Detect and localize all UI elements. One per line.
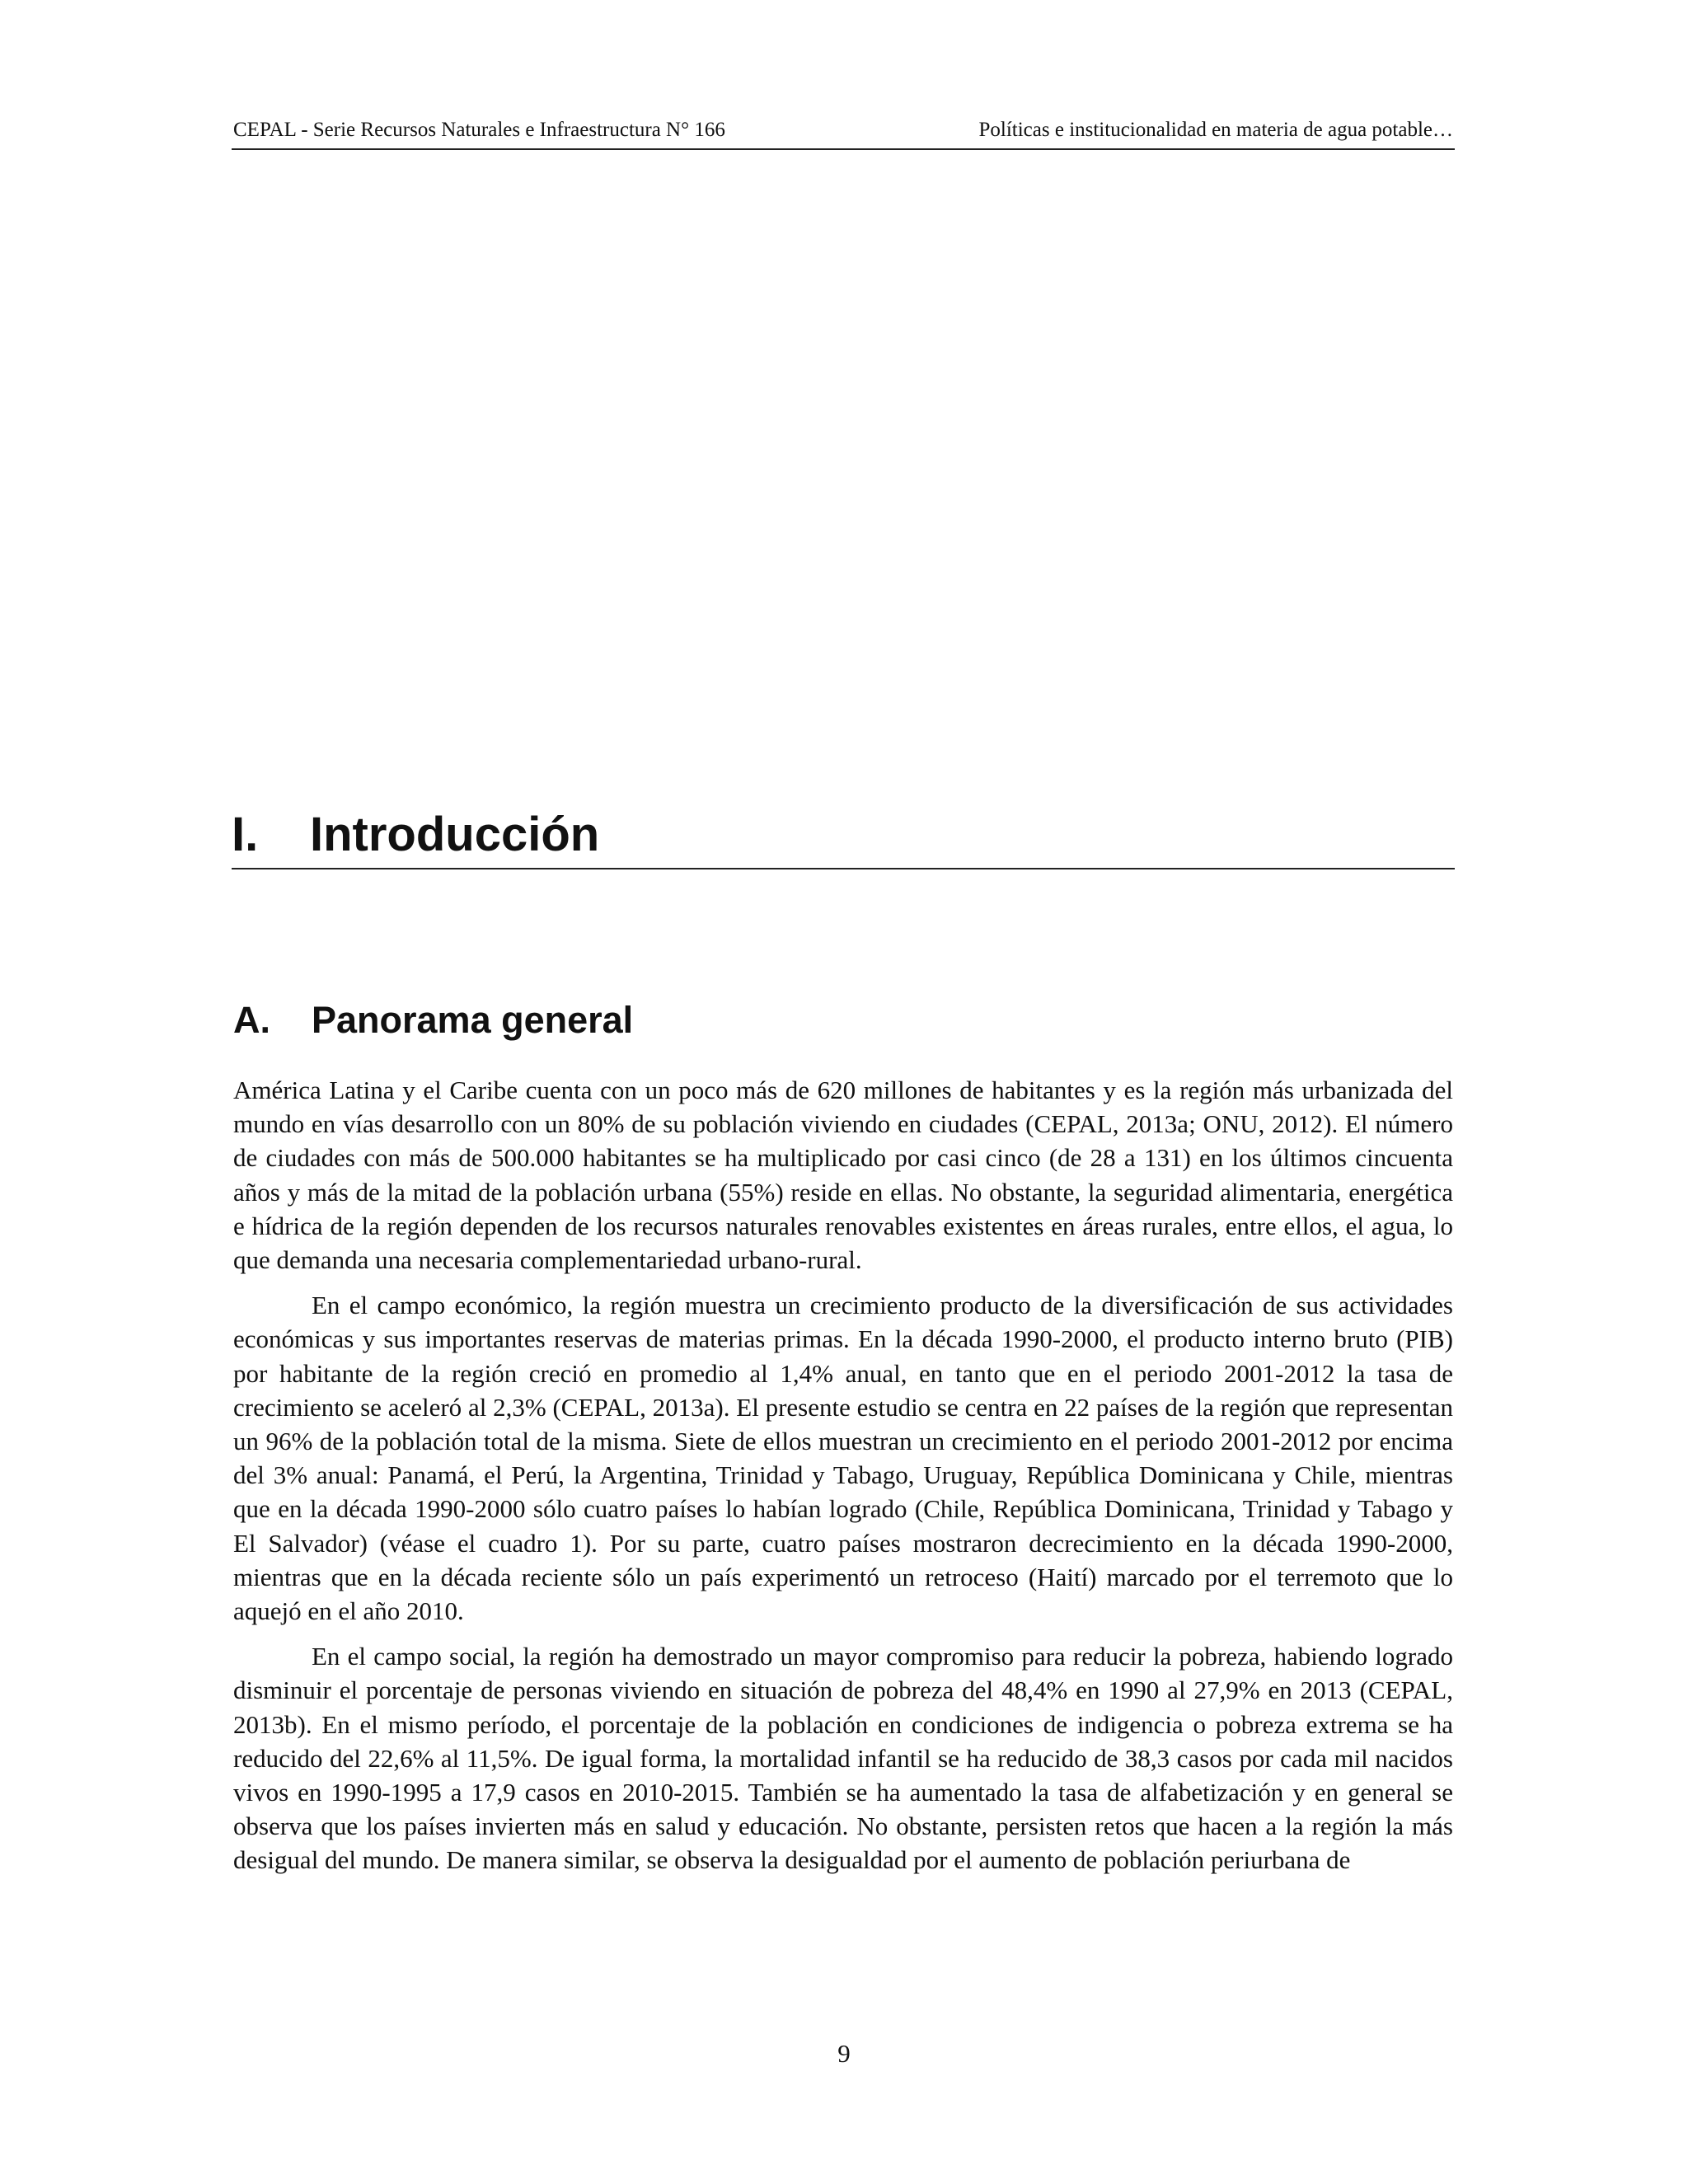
section-number: A.	[233, 999, 270, 1041]
header-document-title: Políticas e institucionalidad en materia de agua potable…	[978, 119, 1453, 141]
header-series-title: CEPAL - Serie Recursos Naturales e Infraestructura N° 166	[233, 119, 725, 141]
body-text	[233, 1073, 1453, 1889]
section-heading	[232, 996, 1455, 1050]
running-header	[232, 115, 1455, 150]
chapter-number: I.	[232, 808, 259, 861]
chapter-title: Introducción	[310, 808, 600, 861]
paragraph: En el campo económico, la región muestra un crecimiento producto de la diversificación de sus actividades económicas y sus importantes reservas de materias primas. En la década 1990-2000, el producto interno bruto (PIB) por habitante de la región creció en promedio al 1,4% anual, en tanto que en el periodo 2001-2012 la tasa de crecimiento se aceleró al 2,3% (CEPAL, 2013a). El presente estudio se centra en 22 países de la región que representan un 96% de la población total de la misma. Siete de ellos muestran un crecimiento en el periodo 2001-2012 por encima del 3% anual: Panamá, el Perú, la Argentina, Trinidad y Tabago, Uruguay, República Dominicana y Chile, mientras que en la década 1990-2000 sólo cuatro países lo habían logrado (Chile, República Dominicana, Trinidad y Tabago y El Salvador) (véase el cuadro 1). Por su parte, cuatro países mostraron decrecimiento en la década 1990-2000, mientras que en la década reciente sólo un país experimentó un retroceso (Haití) marcado por el terremoto que lo aquejó en el año 2010.	[233, 1291, 1453, 1626]
page-number: 9	[837, 2039, 851, 2068]
paragraph: América Latina y el Caribe cuenta con un poco más de 620 millones de habitantes y es la región más urbanizada del mundo en vías desarrollo con un 80% de su población viviendo en ciudades (CEPAL, 2013a; ONU, 2012). El número de ciudades con más de 500.000 habitantes se ha multiplicado por casi cinco (de 28 a 131) en los últimos cincuenta años y más de la mitad de la población urbana (55%) reside en ellas. No obstante, la seguridad alimentaria, energética e hídrica de la región dependen de los recursos naturales renovables existentes en áreas rurales, entre ellos, el agua, lo que demanda una necesaria complementariedad urbano-rural.	[233, 1076, 1453, 1275]
chapter-heading	[232, 804, 1455, 869]
paragraph: En el campo social, la región ha demostrado un mayor compromiso para reducir la pobreza, habiendo logrado disminuir el porcentaje de personas viviendo en situación de pobreza del 48,4% en 1990 al 27,9% en 2013 (CEPAL, 2013b). En el mismo período, el porcentaje de la población en condiciones de indigencia o pobreza extrema se ha reducido del 22,6% al 11,5%. De igual forma, la mortalidad infantil se ha reducido de 38,3 casos por cada mil nacidos vivos en 1990-1995 a 17,9 casos en 2010-2015. También se ha aumentado la tasa de alfabetización y en general se observa que los países invierten más en salud y educación. No obstante, persisten retos que hacen a la región la más desigual del mundo. De manera similar, se observa la desigualdad por el aumento de población periurbana de	[233, 1642, 1453, 1875]
section-title: Panorama general	[312, 999, 634, 1041]
